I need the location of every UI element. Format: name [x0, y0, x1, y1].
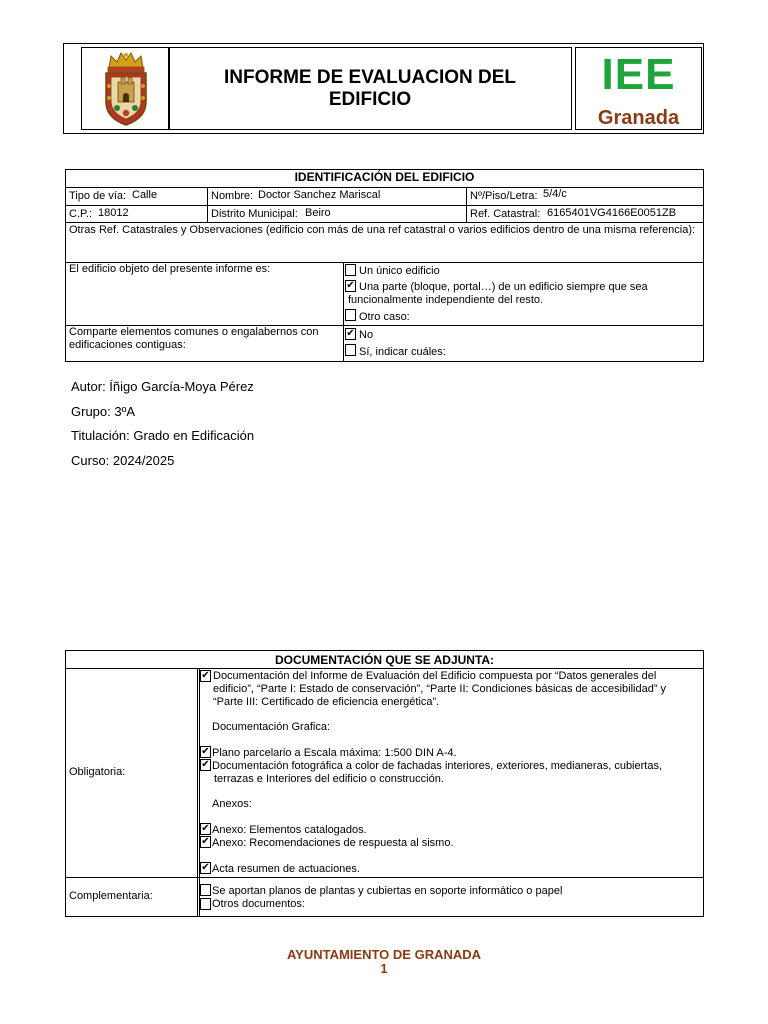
- checkbox-una-parte[interactable]: ✔: [346, 280, 355, 291]
- documentacion-title: DOCUMENTACIÓN QUE SE ADJUNTA:: [274, 653, 495, 667]
- opt-si: Sí, indicar cuáles:: [359, 346, 446, 358]
- iee-logo: [575, 47, 702, 130]
- item-doc-fotografica-line1: Documentación fotográfica a color de fachadas interiores, exteriores, medianeras, cubiertas,: [212, 760, 663, 772]
- tipo-via-label: Tipo de vía:: [69, 190, 127, 202]
- opt-no: No: [359, 329, 374, 341]
- complementaria-label: Complementaria:: [69, 890, 153, 902]
- checkbox-si[interactable]: [345, 344, 356, 356]
- otras-ref-label: Otras Ref. Catastrales y Observaciones (edificio con más de una ref catastral o varios edificios dentro de una misma referencia):: [69, 224, 696, 236]
- opt-una-parte: Una parte (bloque, portal…) de un edificio siempre que sea funcionalmente independiente del resto.: [348, 281, 648, 306]
- piso-value: 5/4/c: [543, 188, 567, 200]
- checkbox-no[interactable]: ✔: [346, 328, 355, 339]
- ref-catastral-label: Ref. Catastral:: [470, 208, 541, 220]
- page-number: 1: [380, 961, 388, 976]
- ref-catastral-value: 6165401VG4166E0051ZB: [547, 207, 677, 219]
- iee-logo-text: IEE: [601, 50, 676, 99]
- nombre-value: Doctor Sanchez Mariscal: [258, 189, 381, 201]
- distrito-value: Beiro: [305, 207, 331, 219]
- obligatoria-label: Obligatoria:: [69, 766, 126, 778]
- document-header: [63, 43, 704, 134]
- checkbox-otros-documentos[interactable]: [200, 898, 211, 910]
- checkbox-anexo-sismo[interactable]: ✔: [201, 836, 210, 847]
- cp-label: C.P.:: [69, 208, 93, 220]
- distrito-label: Distrito Municipal:: [211, 208, 298, 220]
- grupo-text: Grupo: 3ºA: [71, 404, 136, 419]
- checkbox-acta-resumen[interactable]: ✔: [201, 862, 210, 873]
- curso-text: Curso: 2024/2025: [71, 453, 175, 468]
- footer-organization: AYUNTAMIENTO DE GRANADA: [286, 947, 482, 962]
- piso-label: Nº/Piso/Letra:: [470, 190, 538, 202]
- identificacion-table: [65, 169, 704, 362]
- comparte-label: Comparte elementos comunes o engalabernos con edificaciones contiguas:: [69, 326, 319, 351]
- edificio-objeto-label: El edificio objeto del presente informe es:: [69, 263, 271, 275]
- tipo-via-value: Calle: [132, 189, 158, 201]
- granada-logo-text: Granada: [597, 107, 680, 129]
- checkbox-doc-informe[interactable]: ✔: [201, 670, 210, 681]
- autor-text: Autor: Íñigo García-Moya Pérez: [71, 379, 254, 394]
- checkbox-plano-parcelario[interactable]: ✔: [201, 746, 210, 757]
- titulacion-text: Titulación: Grado en Edificación: [71, 428, 255, 443]
- item-otros-documentos: Otros documentos:: [212, 898, 305, 910]
- item-doc-fotografica-line2: terrazas e Interiores del edificio o construcción.: [214, 773, 444, 785]
- checkbox-unico-edificio[interactable]: [345, 264, 356, 276]
- checkbox-otro-caso[interactable]: [345, 309, 356, 321]
- item-plano-parcelario: Plano parcelario a Escala máxima: 1:500 DIN A-4.: [212, 747, 457, 759]
- item-acta-resumen: Acta resumen de actuaciones.: [212, 863, 360, 875]
- document-title: INFORME DE EVALUACION DEL EDIFICIO: [223, 66, 517, 110]
- checkbox-planos-plantas[interactable]: [200, 884, 211, 896]
- opt-unico-edificio: Un único edificio: [359, 265, 440, 277]
- checkbox-anexo-catalogados[interactable]: ✔: [201, 823, 210, 834]
- nombre-label: Nombre:: [211, 190, 254, 202]
- item-planos-plantas: Se aportan planos de plantas y cubiertas en soporte informático o papel: [212, 885, 563, 897]
- checkbox-doc-fotografica[interactable]: ✔: [201, 759, 210, 770]
- item-anexo-catalogados: Anexo: Elementos catalogados.: [212, 824, 367, 836]
- cp-value: 18012: [98, 207, 129, 219]
- granada-coat-of-arms-icon: [97, 50, 155, 128]
- title-cell: [168, 47, 572, 130]
- documentacion-table: [65, 650, 704, 917]
- item-doc-informe-line3: “Parte III: Certificado de eficiencia energética”.: [213, 696, 440, 708]
- doc-grafica-heading: Documentación Grafica:: [212, 721, 330, 733]
- item-anexo-sismo: Anexo: Recomendaciones de respuesta al sismo.: [212, 837, 454, 849]
- opt-otro-caso: Otro caso:: [359, 311, 410, 323]
- item-doc-informe-line1: Documentación del Informe de Evaluación del Edificio compuesta por “Datos generales del: [213, 670, 657, 682]
- identificacion-title: IDENTIFICACIÓN DEL EDIFICIO: [294, 170, 475, 184]
- anexos-heading: Anexos:: [212, 798, 252, 810]
- item-doc-informe-line2: edificio”, “Parte I: Estado de conservación”, “Parte II: Condiciones básicas de accesibilidad” y: [213, 683, 667, 695]
- coat-of-arms-cell: [81, 47, 170, 130]
